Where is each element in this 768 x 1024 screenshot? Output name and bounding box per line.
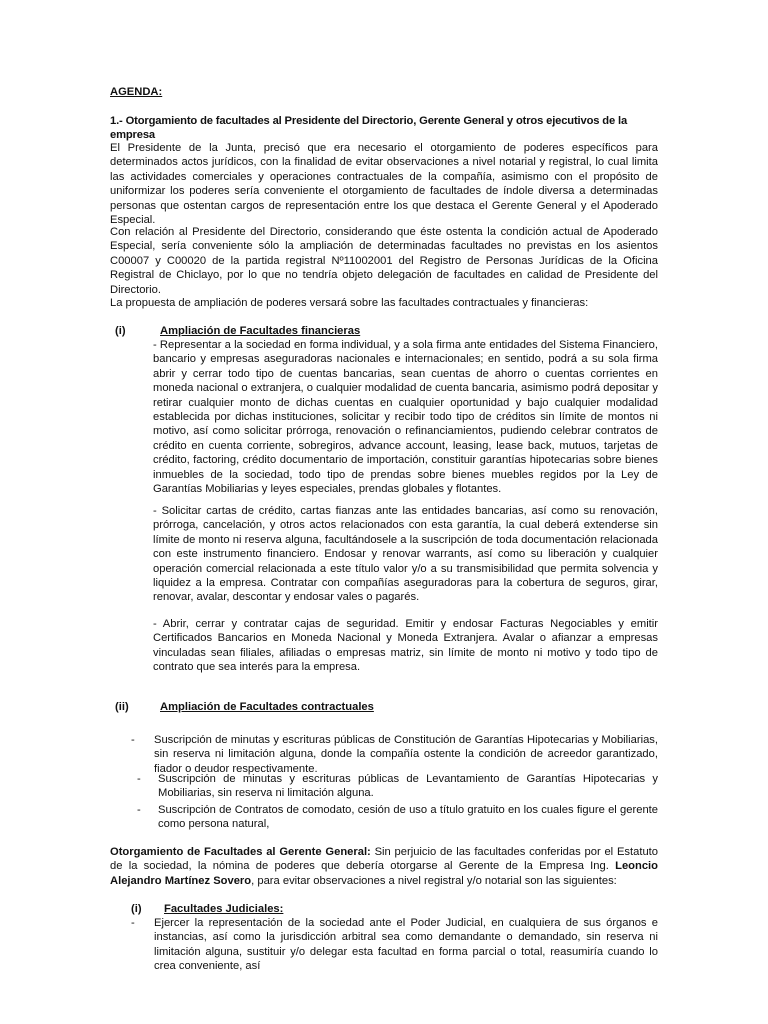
bullet-dash-icon: - <box>131 917 135 929</box>
section-i-paragraph-2: - Solicitar cartas de crédito, cartas fianzas ante las entidades bancarias, así como su renovación, prórroga, cancelación, y otros actos relacionados con esta garantía, la cual deberá extenderse sin límite de monto ni reserva alguna, facultándosele a la suscripción de toda documentación relacionada con este instrumento financiero. Endosar y renovar warrants, así como su liberación y cualquier operación comercial relacionada a este título valor y/o a su transmisibilidad que permita solvencia y liquidez a la empresa. Contratar con compañías aseguradoras para la cobertura de seguros, girar, renovar, avalar, descontar y endosar vales o pagarés. <box>153 505 658 604</box>
item-1-title: 1.- Otorgamiento de facultades al Presidente del Directorio, Gerente General y otros ejecutivos de la empresa <box>110 115 628 142</box>
bullet-dash-icon: - <box>137 804 141 816</box>
gerente-text-b: , para evitar observaciones a nivel registral y/o notarial son las siguientes: <box>251 874 617 887</box>
judicial-item: Ejercer la representación de la sociedad ante el Poder Judicial, en cualquiera de sus órganos e instancias, así como la jurisdicción arbitral sea como demandante o demandado, sin reserva ni limitación alguna, sustituir y/o delegar esta facultad en forma parcial o total, reasumiría cuando lo crea conveniente, así <box>154 917 658 973</box>
gerente-paragraph <box>110 845 658 888</box>
contractual-item: Suscripción de minutas y escrituras públicas de Constitución de Garantías Hipotecarias y Mobiliarias, sin reserva ni limitación alguna, donde la compañía ostente la condición de acreedor garantizado, fiador o deudor respectivamente. <box>154 734 658 775</box>
bullet-dash-icon: - <box>137 773 141 785</box>
section-judicial-heading: Facultades Judiciales: <box>164 903 284 915</box>
bullet-dash-icon: - <box>131 734 135 746</box>
contractual-item: Suscripción de minutas y escrituras públicas de Levantamiento de Garantías Hipotecarias y Mobiliarias, sin reserva ni limitación alguna. <box>158 773 658 800</box>
paragraph-2: Con relación al Presidente del Directorio, considerando que éste ostenta la condición actual de Apoderado Especial, sería conveniente sólo la ampliación de determinadas facultades no previstas en los asientos C00007 y C00020 de la partida registral Nº11002001 del Registro de Personas Jurídicas de la Oficina Registral de Chiclayo, por lo que no tendría objeto delegación de facultades en calidad de Presidente del Directorio. <box>110 226 658 296</box>
paragraph-3: La propuesta de ampliación de poderes versará sobre las facultades contractuales y financieras: <box>110 297 589 309</box>
section-i-number: (i) <box>115 325 126 337</box>
agenda-title: AGENDA: <box>110 86 163 98</box>
gerente-name: Leoncio Alejandro Martínez Sovero <box>110 860 658 887</box>
section-ii-number: (ii) <box>115 701 129 713</box>
section-i-paragraph-1: - Representar a la sociedad en forma individual, y a sola firma ante entidades del Sistema Financiero, bancario y empresas aseguradoras nacionales e internacionales; en sentido, podrá a su sola firma abrir y cerrar todo tipo de cuentas bancarias, sean cuentas de ahorro o cuentas corrientes en moneda nacional o extranjera, o cualquier modalidad de cuenta bancaria, asimismo podrá depositar y retirar cualquier monto de dichas cuentas en cualquier oportunidad y bajo cualquier modalidad establecida por dichas instituciones, solicitar y recibir todo tipo de créditos sin límite de montos ni motivo, así como solicitar prórroga, renovación o refinanciamientos, pudiendo celebrar contratos de crédito en cuenta corriente, sobregiros, advance account, leasing, lease back, mutuos, tarjetas de crédito, factoring, crédito documentario de importación, constituir garantías hipotecarias sobre bienes inmuebles de la sociedad, todo tipo de prendas sobre bienes muebles regidos por la Ley de Garantías Mobiliarias y leyes especiales, prendas globales y flotantes. <box>153 339 658 496</box>
paragraph-1: El Presidente de la Junta, precisó que era necesario el otorgamiento de poderes específicos para determinados actos jurídicos, con la finalidad de evitar observaciones a nivel notarial y registral, lo cual limita las actividades comerciales y operaciones contractuales de la compañía, asimismo con el propósito de uniformizar los poderes sería conveniente el otorgamiento de facultades de índole diversa a determinadas personas que ostentan cargos de representación entre los que destaca el Gerente General y el Apoderado Especial. <box>110 142 658 227</box>
section-i-heading: Ampliación de Facultades financieras <box>160 325 361 337</box>
contractual-item: Suscripción de Contratos de comodato, cesión de uso a título gratuito en los cuales figure el gerente como persona natural, <box>158 804 658 831</box>
gerente-text-a: Sin perjuicio de las facultades conferidas por el Estatuto de la sociedad, la nómina de poderes que debería otorgarse al Gerente de la Empresa Ing. <box>110 846 659 873</box>
section-i-paragraph-3: - Abrir, cerrar y contratar cajas de seguridad. Emitir y endosar Facturas Negociables y emitir Certificados Bancarios en Moneda Nacional y Moneda Extranjera. Avalar o afianzar a empresas vinculadas sean filiales, afiliadas o empresas matriz, sin límite de monto ni motivo y todo tipo de contrato que sea interés para la empresa. <box>153 618 658 674</box>
section-ii-heading: Ampliación de Facultades contractuales <box>160 701 374 713</box>
section-judicial-number: (i) <box>131 903 142 915</box>
gerente-lead: Otorgamiento de Facultades al Gerente General: <box>110 846 371 858</box>
